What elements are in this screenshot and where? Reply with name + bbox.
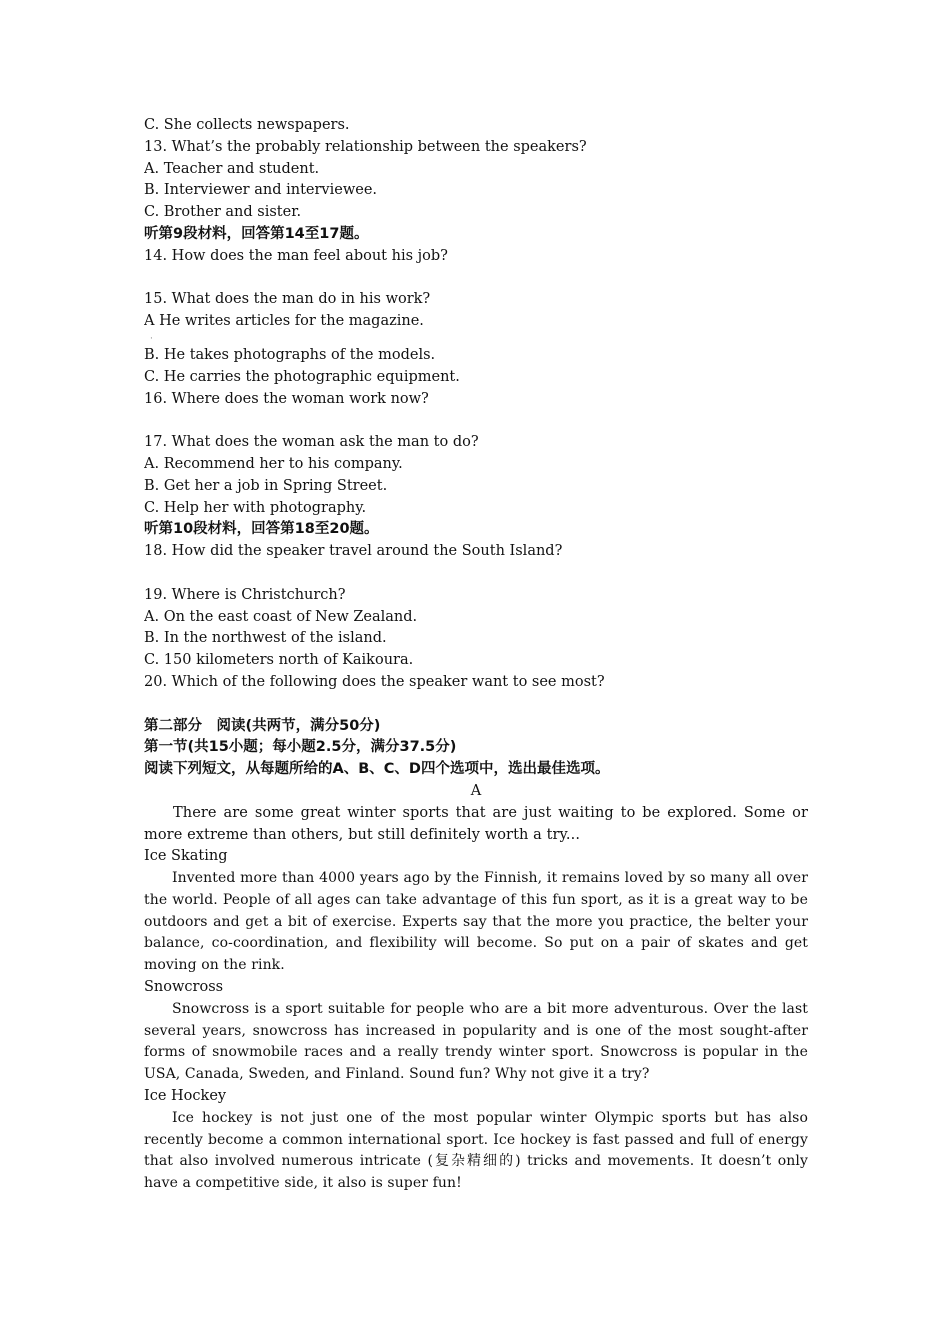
q13-option-c: C. Brother and sister. [144,204,302,221]
ice-hockey-title: Ice Hockey [144,1088,227,1105]
part-two-heading: 第二部分 阅读(共两节，满分50分) [144,717,381,734]
q14-options [144,268,808,290]
reading-instruction: 阅读下列短文，从每题所给的A、B、C、D四个选项中，选出最佳选项。 [144,761,610,778]
q19-question: 19. Where is Christchurch? [144,586,346,603]
q20-question: 20. Which of the following does the speaker want to see most? [144,673,605,690]
document-page [144,115,808,1195]
snowcross-body: Snowcross is a sport suitable for people who are a bit more adventurous. Over the last several years, snowcross has increased in popularity and is one of the most sought-after forms of snowmobile races and a really trendy winter sport. Snowcross is popular in the USA, Canada, Sweden, and Finland. Sound fun? Why not give it a try? [144,1000,808,1083]
section-10-heading: 听第10段材料，回答第18至20题。 [144,521,379,538]
stray-dot: · [150,333,153,344]
q20-options [144,694,808,716]
q15-option-b: B. He takes photographs of the models. [144,346,436,363]
q13-option-a: A. Teacher and student. [144,160,320,177]
q14-question: 14. How does the man feel about his job? [144,247,448,264]
q17-option-c: C. Help her with photography. [144,499,367,516]
section-one-heading: 第一节(共15小题；每小题2.5分，满分37.5分) [144,739,457,756]
q19-option-b: B. In the northwest of the island. [144,630,387,647]
q13-option-b: B. Interviewer and interviewee. [144,182,378,199]
q13-question: 13. What’s the probably relationship between the speakers? [144,138,587,155]
q15-option-a: A He writes articles for the magazine. [144,313,424,330]
passage-intro: There are some great winter sports that are just waiting to be explored. Some or more extreme than others, but still definitely worth a try... [144,804,808,843]
q18-options [144,563,808,585]
q16-options [144,410,808,432]
ice-hockey-body: Ice hockey is not just one of the most popular winter Olympic sports but has also recently become a common international sport. Ice hockey is fast passed and full of energy that also involved numerous intricate (复杂精细的) tricks and movements. It doesn’t only have a competitive side, it also is super fun! [144,1109,808,1192]
q17-option-a: A. Recommend her to his company. [144,455,403,472]
q17-option-b: B. Get her a job in Spring Street. [144,477,388,494]
q19-option-c: C. 150 kilometers north of Kaikoura. [144,652,414,669]
passage-label: A [470,782,482,799]
ice-skating-body: Invented more than 4000 years ago by the Finnish, it remains loved by so many all over the world. People of all ages can take advantage of this fun sport, as it is a great way to be outdoors and get a bit of exercise. Experts say that the more you practice, the belter your balance, co-coordination, and flexibility will become. So put on a pair of skates and get moving on the rink. [144,870,808,974]
q15-question: 15. What does the man do in his work? [144,291,431,308]
q17-question: 17. What does the woman ask the man to do? [144,434,479,451]
q12-option-c: C. She collects newspapers. [144,117,350,133]
q18-question: 18. How did the speaker travel around the South Island? [144,543,563,560]
section-9-heading: 听第9段材料，回答第14至17题。 [144,225,369,242]
q15-option-c: C. He carries the photographic equipment. [144,368,460,385]
snowcross-title: Snowcross [144,979,224,996]
q16-question: 16. Where does the woman work now? [144,390,429,407]
q19-option-a: A. On the east coast of New Zealand. [144,608,418,625]
ice-skating-title: Ice Skating [144,848,228,865]
